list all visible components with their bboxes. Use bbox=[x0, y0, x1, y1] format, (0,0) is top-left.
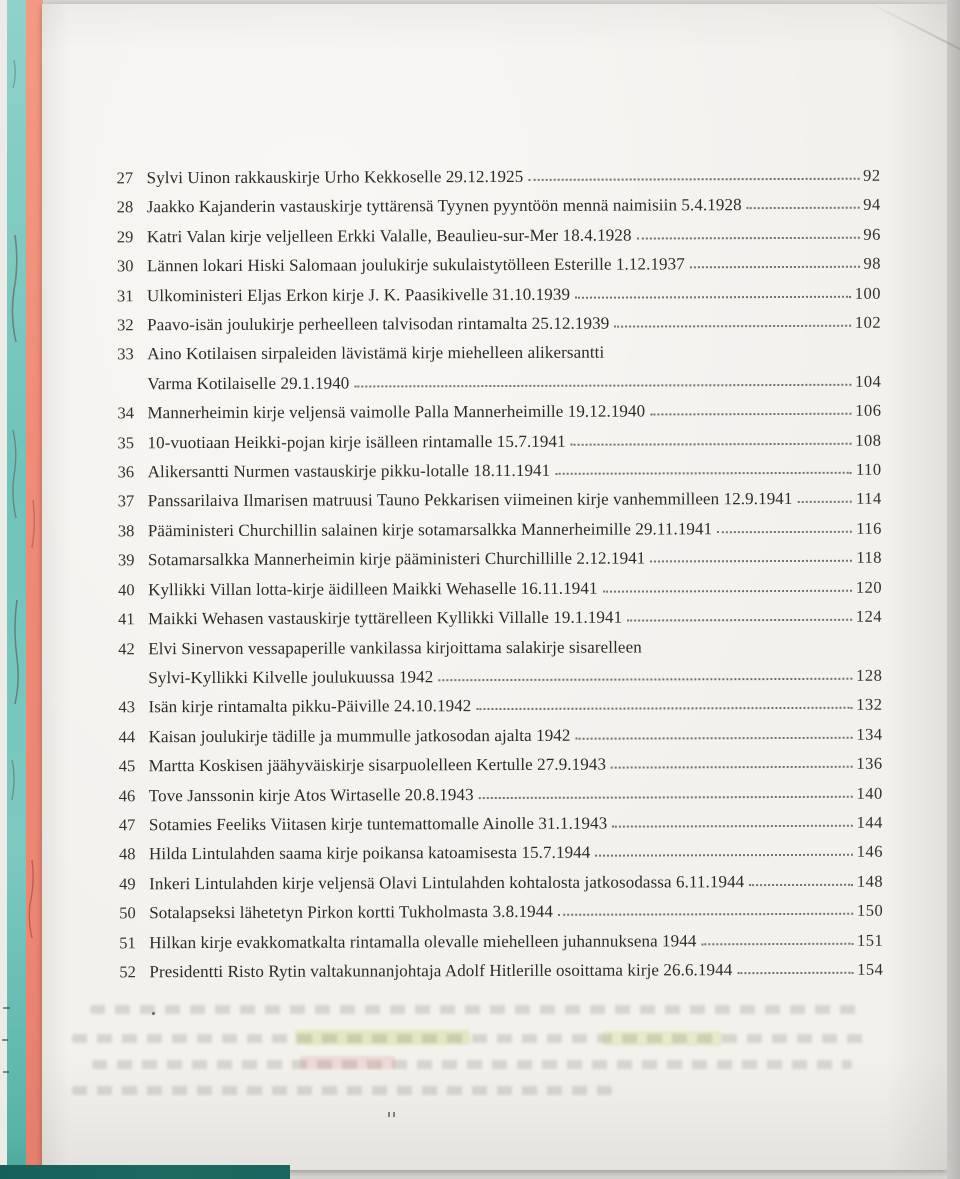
toc-entry bbox=[119, 778, 883, 810]
entry-title: Hilkan kirje evakkomatkalta rintamalla olevalle miehelleen juhannuksena 1944 bbox=[149, 930, 697, 952]
entry-number: 48 bbox=[118, 844, 136, 864]
entry-page-number: 136 bbox=[856, 753, 883, 773]
entry-number: 37 bbox=[117, 491, 135, 511]
entry-title: Kyllikki Villan lotta-kirje äidilleen Maikki Wehaselle 16.11.1941 bbox=[148, 578, 598, 599]
entry-title: Sotalapseksi lähetetyn Pirkon kortti Tukholmasta 3.8.1944 bbox=[149, 901, 553, 923]
dot-leader bbox=[576, 736, 853, 739]
entry-page-number: 92 bbox=[863, 165, 881, 185]
entry-title: Sylvi-Kyllikki Kilvelle joulukuussa 1942 bbox=[148, 667, 434, 688]
entry-page-number: 120 bbox=[855, 577, 883, 597]
toc-entry bbox=[117, 278, 881, 310]
entry-number: 29 bbox=[116, 227, 134, 247]
pencil-mark bbox=[388, 1112, 390, 1117]
toc-entry bbox=[119, 896, 883, 928]
entry-page-number: 110 bbox=[855, 459, 882, 479]
entry-page-number: 94 bbox=[863, 195, 881, 215]
entry-number: 34 bbox=[117, 403, 134, 423]
show-through-line bbox=[72, 1034, 872, 1043]
dot-leader bbox=[737, 972, 853, 974]
dot-leader bbox=[650, 413, 851, 416]
toc-entry bbox=[119, 719, 883, 751]
entry-number: 33 bbox=[117, 344, 134, 364]
entry-number: 45 bbox=[118, 756, 136, 776]
entry-title: Kaisan joulukirje tädille ja mummulle jatkosodan ajalta 1942 bbox=[148, 725, 571, 746]
dot-leader bbox=[603, 589, 852, 592]
toc-list bbox=[117, 161, 884, 987]
entry-page-number: 106 bbox=[855, 400, 882, 421]
dot-leader bbox=[595, 854, 852, 857]
entry-page-number: 96 bbox=[863, 224, 881, 244]
toc-entry bbox=[118, 572, 882, 604]
entry-title: Isän kirje rintamalta pikku-Päiville 24.10.1942 bbox=[148, 696, 472, 717]
entry-page-number: 114 bbox=[856, 489, 882, 509]
dot-leader bbox=[438, 678, 852, 681]
entry-title: Sylvi Uinon rakkauskirje Urho Kekkoselle 29.12.1925 bbox=[146, 166, 524, 188]
dot-leader bbox=[614, 325, 851, 328]
entry-title: Martta Koskisen jäähyväiskirje sisarpuolelleen Kertulle 27.9.1943 bbox=[148, 754, 607, 776]
dot-leader bbox=[476, 707, 852, 710]
entry-title: Jaakko Kajanderin vastauskirje tyttärensä Tyynen pyyntöön mennä naimisiin 5.4.1928 bbox=[146, 195, 742, 217]
pencil-mark bbox=[393, 1112, 395, 1117]
dot-leader bbox=[354, 384, 851, 388]
dot-leader bbox=[690, 266, 860, 269]
toc-entry bbox=[118, 484, 882, 516]
entry-page-number: 104 bbox=[855, 371, 882, 391]
entry-title: Aino Kotilaisen sirpaleiden lävistämä kirje miehelleen alikersantti bbox=[147, 343, 605, 364]
dot-leader bbox=[747, 207, 860, 209]
entry-page-number: 150 bbox=[856, 900, 884, 920]
toc-entry bbox=[117, 249, 881, 281]
toc-entry bbox=[119, 837, 883, 869]
entry-page-number: 102 bbox=[854, 312, 882, 332]
entry-page-number: 116 bbox=[856, 518, 882, 538]
dot-leader bbox=[528, 178, 859, 181]
dot-leader bbox=[637, 237, 860, 240]
toc-entry bbox=[119, 925, 883, 957]
dot-leader bbox=[558, 913, 853, 916]
dot-leader bbox=[650, 560, 852, 563]
entry-page-number: 146 bbox=[856, 842, 884, 862]
toc-entry bbox=[117, 337, 881, 398]
toc-entry bbox=[117, 219, 881, 251]
entry-title: Alikersantti Nurmen vastauskirje pikku-lotalle 18.11.1941 bbox=[147, 460, 551, 482]
dot-leader bbox=[611, 766, 852, 769]
show-through-line bbox=[72, 1086, 612, 1095]
entry-number: 44 bbox=[118, 726, 136, 747]
dot-leader bbox=[797, 501, 852, 503]
entry-page-number: 132 bbox=[856, 694, 883, 715]
entry-page-number: 151 bbox=[856, 930, 884, 950]
entry-number: 36 bbox=[117, 462, 135, 482]
dot-leader bbox=[555, 472, 852, 475]
entry-page-number: 134 bbox=[856, 724, 883, 744]
dot-leader bbox=[701, 942, 853, 945]
entry-title: Inkeri Lintulahden kirje veljensä Olavi Lintulahden kohtalosta jatkosodassa 6.11.1944 bbox=[149, 871, 745, 893]
toc-entry bbox=[117, 308, 881, 340]
entry-page-number: 154 bbox=[857, 959, 884, 979]
entry-number: 51 bbox=[119, 932, 136, 952]
entry-number: 39 bbox=[117, 550, 135, 570]
dot-leader bbox=[717, 531, 852, 533]
entry-number: 46 bbox=[118, 785, 136, 805]
entry-title: Elvi Sinervon vessapaperille vankilassa kirjoittama salakirje sisarelleen bbox=[148, 637, 642, 658]
entry-number: 42 bbox=[118, 638, 135, 658]
entry-number: 28 bbox=[116, 197, 134, 217]
entry-title: Presidentti Risto Rytin valtakunnanjohtaja Adolf Hitlerille osoittama kirje 26.6.1944 bbox=[149, 960, 733, 982]
entry-number: 38 bbox=[117, 521, 135, 541]
entry-title: 10-vuotiaan Heikki-pojan kirje isälleen rintamalle 15.7.1941 bbox=[147, 431, 566, 452]
toc-entry bbox=[118, 455, 882, 487]
dot-leader bbox=[575, 295, 851, 298]
toc-entry bbox=[118, 514, 882, 546]
entry-page-number: 144 bbox=[856, 812, 883, 832]
entry-number: 32 bbox=[117, 315, 134, 335]
entry-number: 40 bbox=[118, 579, 135, 600]
entry-title: Paavo-isän joulukirje perheelleen talvisodan rintamalta 25.12.1939 bbox=[147, 313, 610, 335]
toc-entry bbox=[117, 161, 881, 193]
entry-page-number: 148 bbox=[856, 871, 884, 891]
show-through-line bbox=[92, 1060, 852, 1069]
dot-leader bbox=[571, 442, 852, 445]
entry-title: Hilda Lintulahden saama kirje poikansa katoamisesta 15.7.1944 bbox=[148, 843, 591, 864]
entry-number: 30 bbox=[116, 256, 134, 276]
toc-entry bbox=[118, 690, 882, 722]
book-edge-teal-strip bbox=[7, 0, 26, 1179]
toc-entry bbox=[119, 749, 883, 781]
pencil-dot bbox=[152, 1012, 155, 1015]
entry-title: Lännen lokari Hiski Salomaan joulukirje sukulaistytölleen Esterille 1.12.1937 bbox=[146, 254, 685, 276]
entry-number: 49 bbox=[119, 874, 136, 894]
dot-leader bbox=[749, 884, 853, 886]
toc-entry bbox=[119, 955, 883, 987]
entry-page-number: 118 bbox=[856, 547, 882, 568]
entry-title: Varma Kotilaiselle 29.1.1940 bbox=[147, 373, 350, 394]
entry-title: Sotamarsalkka Mannerheimin kirje pääministeri Churchillille 2.12.1941 bbox=[147, 548, 646, 570]
toc-entry bbox=[117, 396, 881, 428]
entry-title: Maikki Wehasen vastauskirje tyttärelleen Kyllikki Villalle 19.1.1941 bbox=[148, 607, 623, 629]
entry-number: 41 bbox=[118, 609, 135, 629]
entry-title: Ulkoministeri Eljas Erkon kirje J. K. Paasikivelle 31.10.1939 bbox=[146, 284, 571, 305]
entry-title: Tove Janssonin kirje Atos Wirtaselle 20.8.1943 bbox=[148, 784, 474, 805]
entry-title: Pääministeri Churchillin salainen kirje sotamarsalkka Mannerheimille 29.11.1941 bbox=[147, 519, 713, 541]
entry-page-number: 98 bbox=[863, 253, 881, 273]
entry-title: Panssarilaiva Ilmarisen matruusi Tauno Pekkarisen viimeinen kirje vanhemmilleen 12.9.1941 bbox=[147, 489, 793, 511]
entry-number: 52 bbox=[119, 962, 136, 982]
entry-title: Sotamies Feeliks Viitasen kirje tuntemattomalle Ainolle 31.1.1943 bbox=[148, 813, 608, 835]
show-through-line bbox=[90, 1005, 860, 1014]
toc-entry bbox=[118, 631, 882, 692]
entry-page-number: 108 bbox=[855, 430, 882, 450]
toc-entry bbox=[118, 543, 882, 575]
toc-entry bbox=[119, 808, 883, 840]
entry-number: 47 bbox=[118, 815, 136, 835]
dot-leader bbox=[479, 795, 853, 798]
toc-entry bbox=[119, 866, 883, 898]
entry-number: 43 bbox=[118, 697, 135, 717]
toc-entry bbox=[118, 602, 882, 634]
entry-title: Katri Valan kirje veljelleen Erkki Valalle, Beaulieu-sur-Mer 18.4.1928 bbox=[146, 225, 632, 247]
entry-page-number: 100 bbox=[854, 283, 882, 303]
entry-number: 31 bbox=[116, 285, 134, 305]
toc-entry bbox=[117, 190, 881, 222]
toc-entry bbox=[117, 425, 881, 457]
book-edge-salmon-strip bbox=[26, 0, 43, 1179]
entry-title: Mannerheimin kirje veljensä vaimolle Palla Mannerheimille 19.12.1940 bbox=[147, 401, 646, 423]
dot-leader bbox=[627, 619, 852, 622]
dot-leader bbox=[612, 825, 852, 828]
book-page bbox=[42, 4, 947, 1170]
entry-page-number: 124 bbox=[855, 606, 883, 626]
entry-number: 27 bbox=[116, 168, 134, 188]
bottom-teal-bar bbox=[0, 1165, 290, 1179]
right-edge-shade bbox=[947, 0, 960, 1179]
entry-number: 50 bbox=[119, 903, 136, 923]
entry-page-number: 140 bbox=[856, 783, 883, 803]
entry-number: 35 bbox=[117, 432, 135, 452]
entry-page-number: 128 bbox=[856, 665, 883, 685]
